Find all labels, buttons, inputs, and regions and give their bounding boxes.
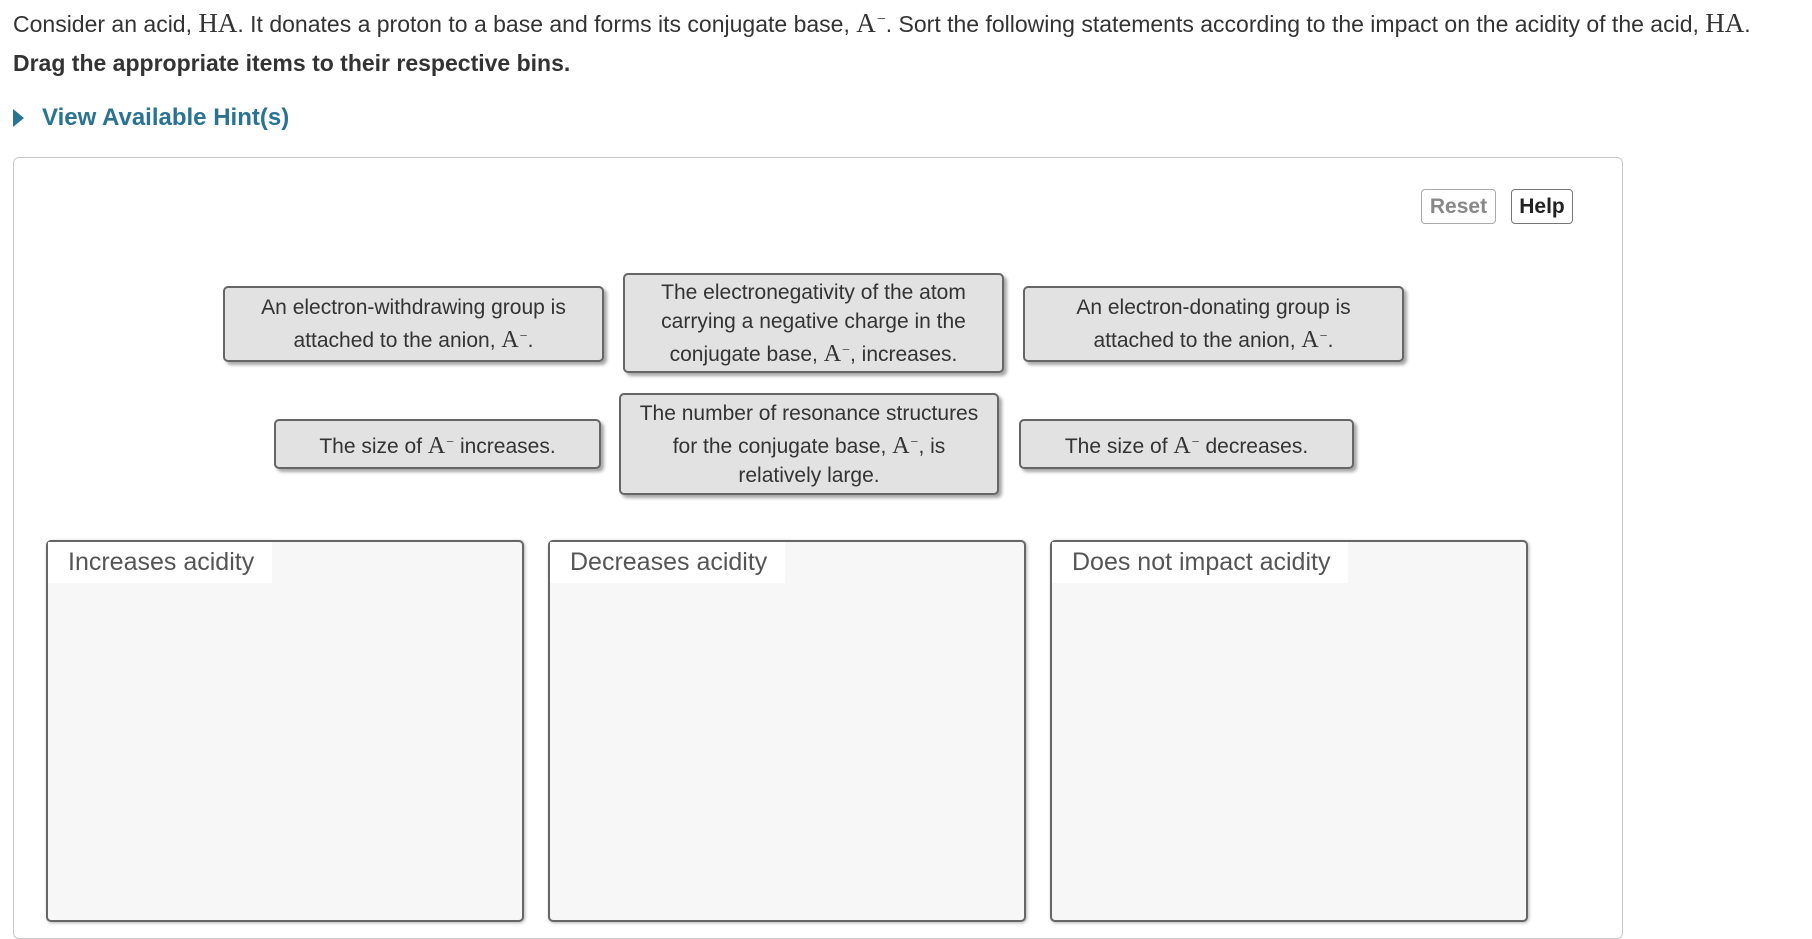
card-electron-donating[interactable]: An electron-donating group is attached to the anion, A−. (1023, 286, 1404, 362)
bin-label: Does not impact acidity (1052, 542, 1348, 583)
base-formula: A− (856, 8, 886, 38)
card-electron-withdrawing[interactable]: An electron-withdrawing group is attached to the anion, A−. (223, 286, 604, 362)
card-size-increases[interactable]: The size of A− increases. (274, 419, 601, 469)
card-size-decreases[interactable]: The size of A− decreases. (1019, 419, 1354, 469)
acid-formula-2: HA (1705, 8, 1745, 38)
question-text: Consider an acid, HA. It donates a proton to a base and forms its conjugate base, A−. Sort the following statements according to the impact on the acidity of the acid, HA. (13, 8, 1751, 38)
bin-decreases-acidity[interactable] (548, 540, 1026, 922)
hint-label: View Available Hint(s) (42, 104, 290, 131)
card-resonance-structures[interactable]: The number of resonance structures for the conjugate base, A−, is relatively large. (619, 393, 999, 495)
acid-formula: HA (198, 8, 238, 38)
expand-triangle-icon (13, 109, 24, 127)
view-hints-toggle[interactable] (13, 104, 289, 132)
bin-label: Increases acidity (48, 542, 272, 583)
bin-does-not-impact-acidity[interactable] (1050, 540, 1528, 922)
reset-button[interactable]: Reset (1421, 189, 1496, 224)
help-button[interactable]: Help (1511, 189, 1573, 224)
bin-label: Decreases acidity (550, 542, 785, 583)
card-electronegativity[interactable]: The electronegativity of the atom carrying a negative charge in the conjugate base, A−, increases. (623, 273, 1004, 373)
bin-increases-acidity[interactable] (46, 540, 524, 922)
instruction-text: Drag the appropriate items to their respective bins. (13, 50, 571, 76)
